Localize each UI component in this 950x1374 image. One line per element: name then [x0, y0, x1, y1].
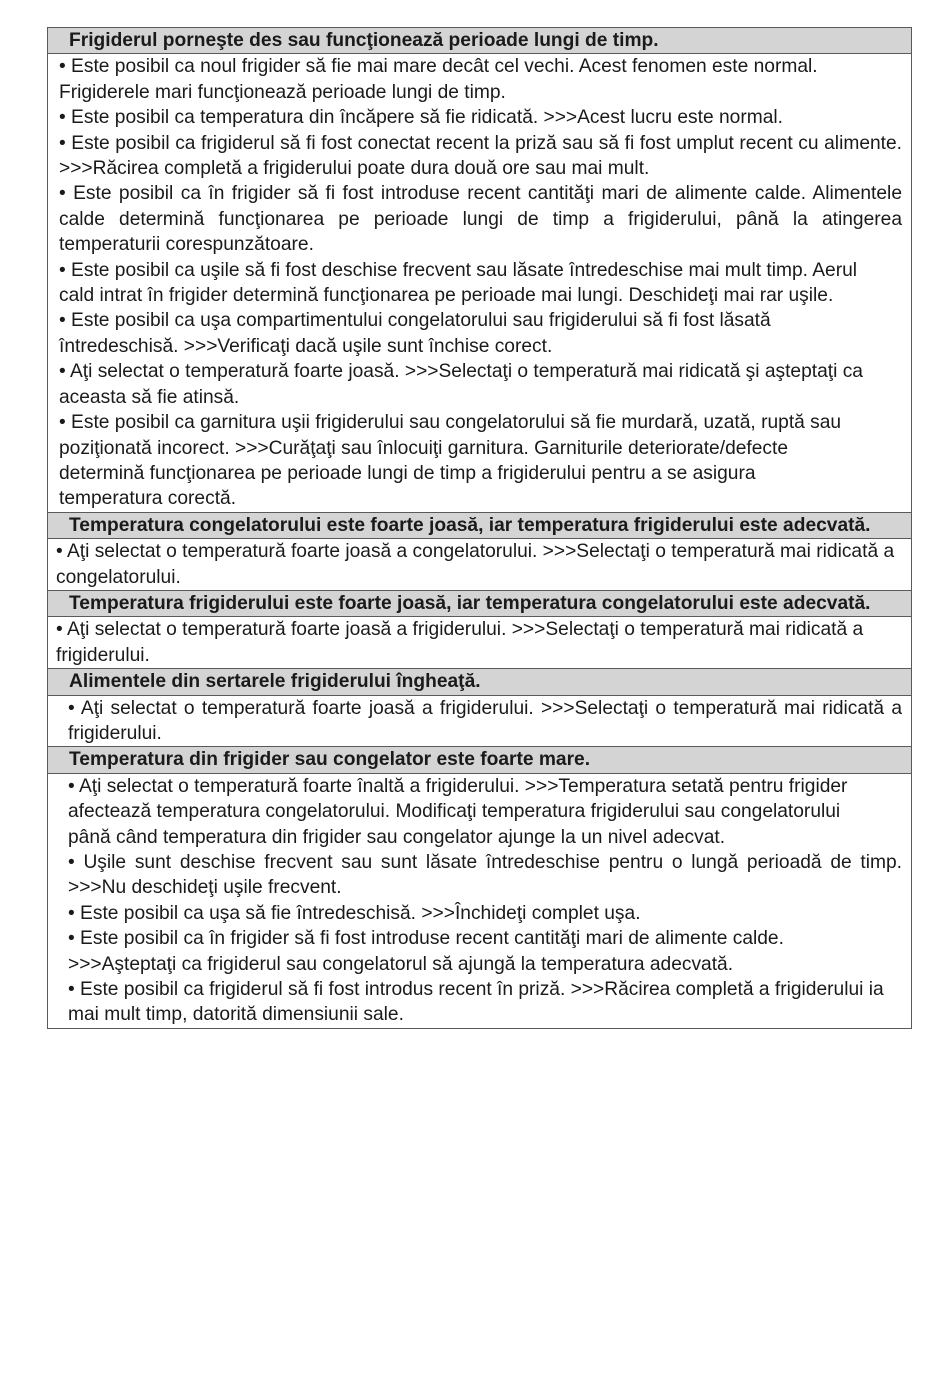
section-heading: Alimentele din sertarele frigiderului îngheaţă.	[48, 669, 911, 695]
list-item: • Aţi selectat o temperatură foarte joasă a congelatorului. >>>Selectaţi o temperatură mai ridicată a congelatorului.	[56, 541, 895, 588]
list-item: • Aţi selectat o temperatură foarte joasă a frigiderului. >>>Selectaţi o temperatură mai ridicată a frigiderului.	[56, 619, 864, 666]
list-item: • Aţi selectat o temperatură foarte înaltă a frigiderului. >>>Temperatura setată pentru frigider afectează temperatura congelatorului. Modificaţi temperatura frigiderului sau congelatorului până când temperatura din frigider sau congelator ajunge la un nivel adecvat.	[68, 775, 848, 848]
list-item: • Este posibil ca noul frigider să fie mai mare decât cel vechi. Acest fenomen este normal. Frigiderele mari funcţionează perioade lungi de timp.	[59, 56, 818, 103]
section-heading: Frigiderul porneşte des sau funcţionează perioade lungi de timp.	[48, 28, 911, 54]
section-heading: Temperatura congelatorului este foarte joasă, iar temperatura frigiderului este adecvată.	[48, 513, 911, 539]
list-item: • Este posibil ca temperatura din încăpere să fie ridicată. >>>Acest lucru este normal.	[59, 107, 783, 129]
section-body	[48, 54, 911, 512]
list-item: • Uşile sunt deschise frecvent sau sunt lăsate întredeschise pentru o lungă perioadă de timp. >>>Nu deschideţi uşile frecvent.	[68, 852, 902, 899]
list-item: • Este posibil ca frigiderul să fi fost introdus recent în priză. >>>Răcirea completă a frigiderului ia mai mult timp, datorită dimensiunii sale.	[68, 979, 884, 1026]
section-body	[48, 539, 911, 591]
list-item: • Este posibil ca uşa compartimentului congelatorului sau frigiderului să fi fost lăsată întredeschisă. >>>Verificaţi dacă uşile sunt închise corect.	[59, 310, 771, 357]
list-item: • Este posibil ca uşile să fi fost deschise frecvent sau lăsate întredeschise mai mult timp. Aerul cald intrat în frigider determină funcţionarea pe perioade mai lungi. Deschideţi mai rar uşile.	[59, 259, 858, 307]
section-body	[48, 617, 911, 669]
list-item: • Este posibil ca în frigider să fi fost introduse recent cantităţi mari de alimente calde. Alimentele calde determină funcţionarea pe perioade lungi de timp a frigiderului, până la atingerea temperaturii corespunzătoare.	[59, 183, 902, 256]
section-body	[48, 774, 911, 1029]
list-item: • Este posibil ca uşa să fie întredeschisă. >>>Închideţi complet uşa.	[68, 902, 641, 924]
troubleshooting-table	[47, 27, 912, 1029]
section-heading: Temperatura frigiderului este foarte joasă, iar temperatura congelatorului este adecvată.	[48, 591, 911, 617]
list-item: • Este posibil ca garnitura uşii frigiderului sau congelatorului să fie murdară, uzată, ruptă sau poziţionată incorect. >>>Curăţaţi sau înlocuiţi garnitura. Garniturile deteriorate/defecte determină funcţionarea pe perioade lungi de timp a frigiderului pentru a se asigura temperatura corectă.	[59, 412, 842, 510]
section-heading: Temperatura din frigider sau congelator este foarte mare.	[48, 747, 911, 773]
section-body	[48, 696, 911, 748]
list-item: • Este posibil ca în frigider să fi fost introduse recent cantităţi mari de alimente calde. >>>Aşteptaţi ca frigiderul sau congelatorul să ajungă la temperatura adecvată.	[68, 928, 784, 975]
list-item: • Aţi selectat o temperatură foarte joasă a frigiderului. >>>Selectaţi o temperatură mai ridicată a frigiderului.	[68, 697, 902, 744]
list-item: • Aţi selectat o temperatură foarte joasă. >>>Selectaţi o temperatură mai ridicată şi aşteptaţi ca aceasta să fie atinsă.	[59, 361, 863, 408]
list-item: • Este posibil ca frigiderul să fi fost conectat recent la priză sau să fi fost umplut recent cu alimente. >>>Răcirea completă a frigiderului poate dura două ore sau mai mult.	[59, 132, 902, 180]
